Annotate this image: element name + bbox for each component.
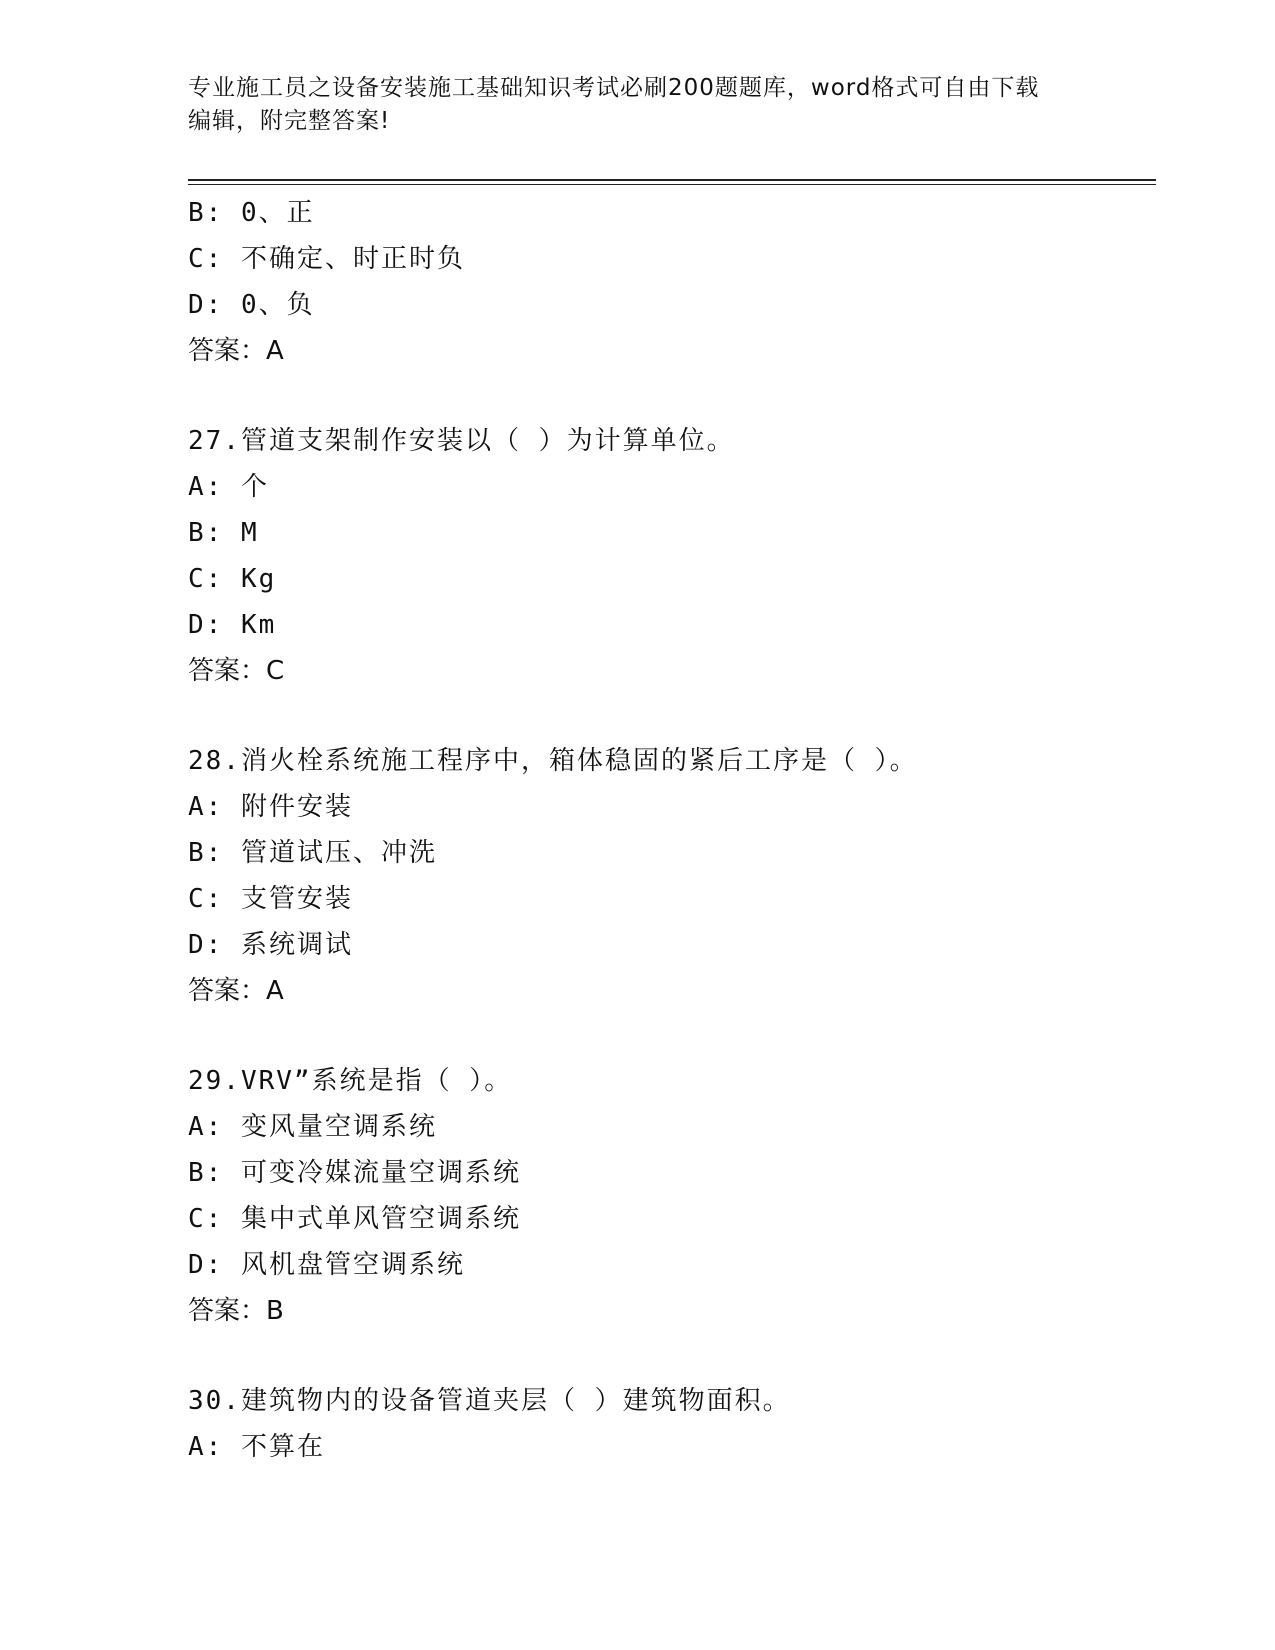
answer-line: 答案：B	[188, 1296, 284, 1326]
option-d: D: 系统调试	[188, 930, 353, 960]
header-divider-thin	[188, 184, 1156, 185]
question-list	[188, 190, 1156, 1470]
question-block	[188, 1378, 1156, 1470]
header-title-line-1: 专业施工员之设备安装施工基础知识考试必刷200题题库，word格式可自由下载	[188, 75, 1040, 101]
option-d: D: 风机盘管空调系统	[188, 1250, 465, 1280]
answer-line: 答案：A	[188, 976, 284, 1006]
question-text: 29.VRV”系统是指（ ）。	[188, 1066, 513, 1096]
answer-line: 答案：C	[188, 656, 285, 686]
document-header	[188, 72, 1088, 138]
question-block	[188, 738, 1156, 1014]
option-a: A: 个	[188, 472, 269, 502]
option-c: C: 支管安装	[188, 884, 353, 914]
option-a: A: 不算在	[188, 1432, 325, 1462]
question-block	[188, 190, 1156, 374]
question-text: 28.消火栓系统施工程序中，箱体稳固的紧后工序是（ ）。	[188, 746, 918, 776]
option-b: B: 管道试压、冲洗	[188, 838, 437, 868]
question-text: 30.建筑物内的设备管道夹层（ ）建筑物面积。	[188, 1386, 791, 1416]
option-d: D: 0、负	[188, 290, 315, 320]
answer-line: 答案：A	[188, 336, 284, 366]
option-b: B: 0、正	[188, 198, 315, 228]
option-b: B: 可变冷媒流量空调系统	[188, 1158, 521, 1188]
question-block	[188, 418, 1156, 694]
header-divider-thick	[188, 179, 1156, 181]
option-a: A: 变风量空调系统	[188, 1112, 437, 1142]
question-block	[188, 1058, 1156, 1334]
option-a: A: 附件安装	[188, 792, 353, 822]
option-c: C: 集中式单风管空调系统	[188, 1204, 521, 1234]
option-d: D: Km	[188, 610, 277, 640]
header-title-line-2: 编辑，附完整答案!	[188, 108, 391, 134]
question-text: 27.管道支架制作安装以（ ）为计算单位。	[188, 426, 735, 456]
option-c: C: Kg	[188, 564, 277, 594]
option-b: B: M	[188, 518, 259, 548]
option-c: C: 不确定、时正时负	[188, 244, 465, 274]
